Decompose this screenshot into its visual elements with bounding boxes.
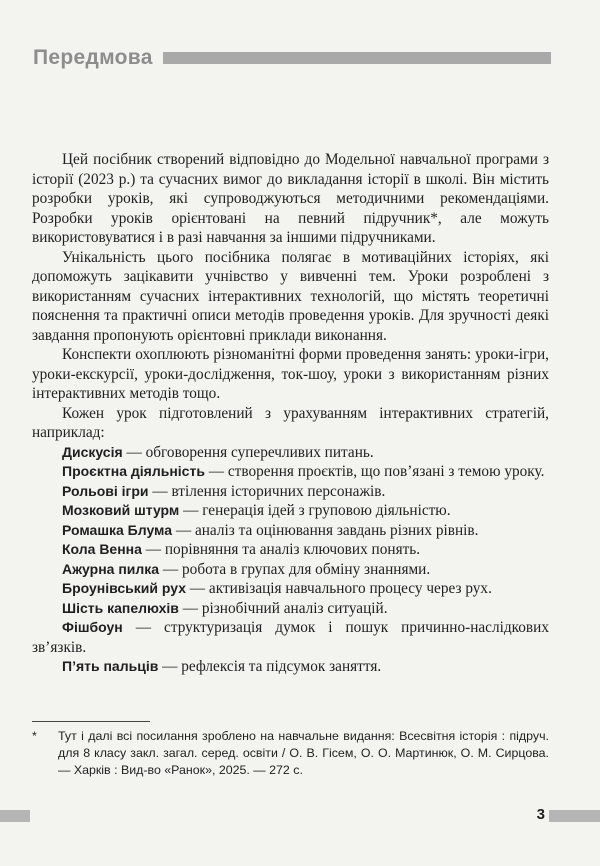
page-title: Передмова	[33, 46, 153, 69]
strategy-description: — порівняння та аналіз ключових понять.	[141, 541, 421, 558]
strategy-item	[32, 501, 549, 521]
header-bar	[163, 52, 551, 64]
strategy-description: — втілення історичних персонажів.	[148, 482, 386, 500]
strategy-item	[32, 599, 549, 619]
strategy-term: Проєктна діяльність	[62, 463, 205, 479]
strategy-description: — генерація ідей з груповою діяльністю.	[179, 502, 451, 519]
footnote	[32, 728, 549, 779]
strategy-term: Шість капелюхів	[62, 599, 179, 616]
strategy-description: — структуризація думок і пошук причинно-наслідкових зв’язків.	[32, 619, 549, 656]
strategy-description: — рефлексія та підсумок заняття.	[158, 658, 382, 675]
page-number: 3	[536, 806, 545, 823]
strategy-term: Дискусія	[62, 443, 123, 460]
paragraph: Кожен урок підготовлений з урахуванням інтерактивних стратегій, наприклад:	[32, 404, 549, 441]
strategy-item	[32, 443, 549, 463]
strategy-term: Рольові ігри	[62, 482, 149, 499]
strategy-term: Мозковий штурм	[62, 502, 180, 518]
strategy-item	[32, 462, 549, 482]
footnote-text: Тут і далі всі посилання зроблено на навчальне видання: Всесвітня історія : підруч. для 8 класу закл. загал. серед. освіти / О. В. Гісем, О. О. Мартинюк, О. М. Сирцова. — Харків : Вид-во «Ранок», 2025. — 272 с.	[58, 729, 549, 777]
strategy-item	[32, 560, 549, 580]
strategy-term: Фішбоун	[62, 619, 123, 635]
strategy-term: П’ять пальців	[62, 658, 159, 674]
footer-bar-left	[0, 810, 30, 822]
footer-bar-right	[549, 810, 600, 822]
strategy-item	[32, 579, 549, 599]
section-header	[33, 44, 551, 72]
strategy-term: Кола Венна	[62, 541, 142, 557]
strategy-item	[32, 482, 549, 502]
paragraph: Конспекти охоплюють різноманітні форми проведення занять: уроки-ігри, уроки-екскурсії, уроки-дослідження, ток-шоу, уроки з використанням різних інтерактивних методів тощо.	[32, 346, 549, 402]
strategy-term: Ажурна пилка	[62, 560, 160, 577]
paragraph: Цей посібник створений відповідно до Модельної навчальної програми з історії (2023 р.) та сучасних вимог до викладання історії в школі. Він містить розробки уроків, які супроводжуються методичними рекомендаціями. Розробки уроків орієнтовані на певний підручник*, але можуть використовуватися і в разі навчання за іншими підручниками.	[32, 151, 549, 246]
strategy-description: — робота в групах для обміну знаннями.	[159, 560, 431, 578]
strategy-description: — обговорення суперечливих питань.	[122, 443, 374, 461]
strategy-item	[32, 618, 549, 657]
strategy-item	[32, 540, 549, 560]
strategy-description: — аналіз та оцінювання завдань різних рівнів.	[172, 521, 479, 539]
footnote-divider	[32, 721, 150, 722]
strategy-term: Ромашка Блума	[62, 521, 172, 538]
paragraph: Унікальність цього посібника полягає в мотиваційних історіях, які допоможуть зацікавити учнівство у вивченні тем. Уроки розроблені з використанням сучасних інтерактивних технологій, що містять теоретичні пояснення та практичні описи методів проведення уроків. Для зручності деякі завдання пропонують орієнтовні приклади виконання.	[32, 248, 549, 344]
body-text	[32, 150, 549, 677]
strategy-description: — активізація навчального процесу через рух.	[185, 580, 492, 597]
footnote-mark: *	[32, 729, 37, 743]
strategy-item	[32, 521, 549, 541]
strategy-description: — створення проєктів, що пов’язані з темою уроку.	[204, 463, 545, 480]
strategy-description: — різнобічний аналіз ситуацій.	[178, 599, 388, 617]
strategy-item	[32, 657, 549, 677]
strategy-term: Броунівський рух	[62, 580, 186, 596]
